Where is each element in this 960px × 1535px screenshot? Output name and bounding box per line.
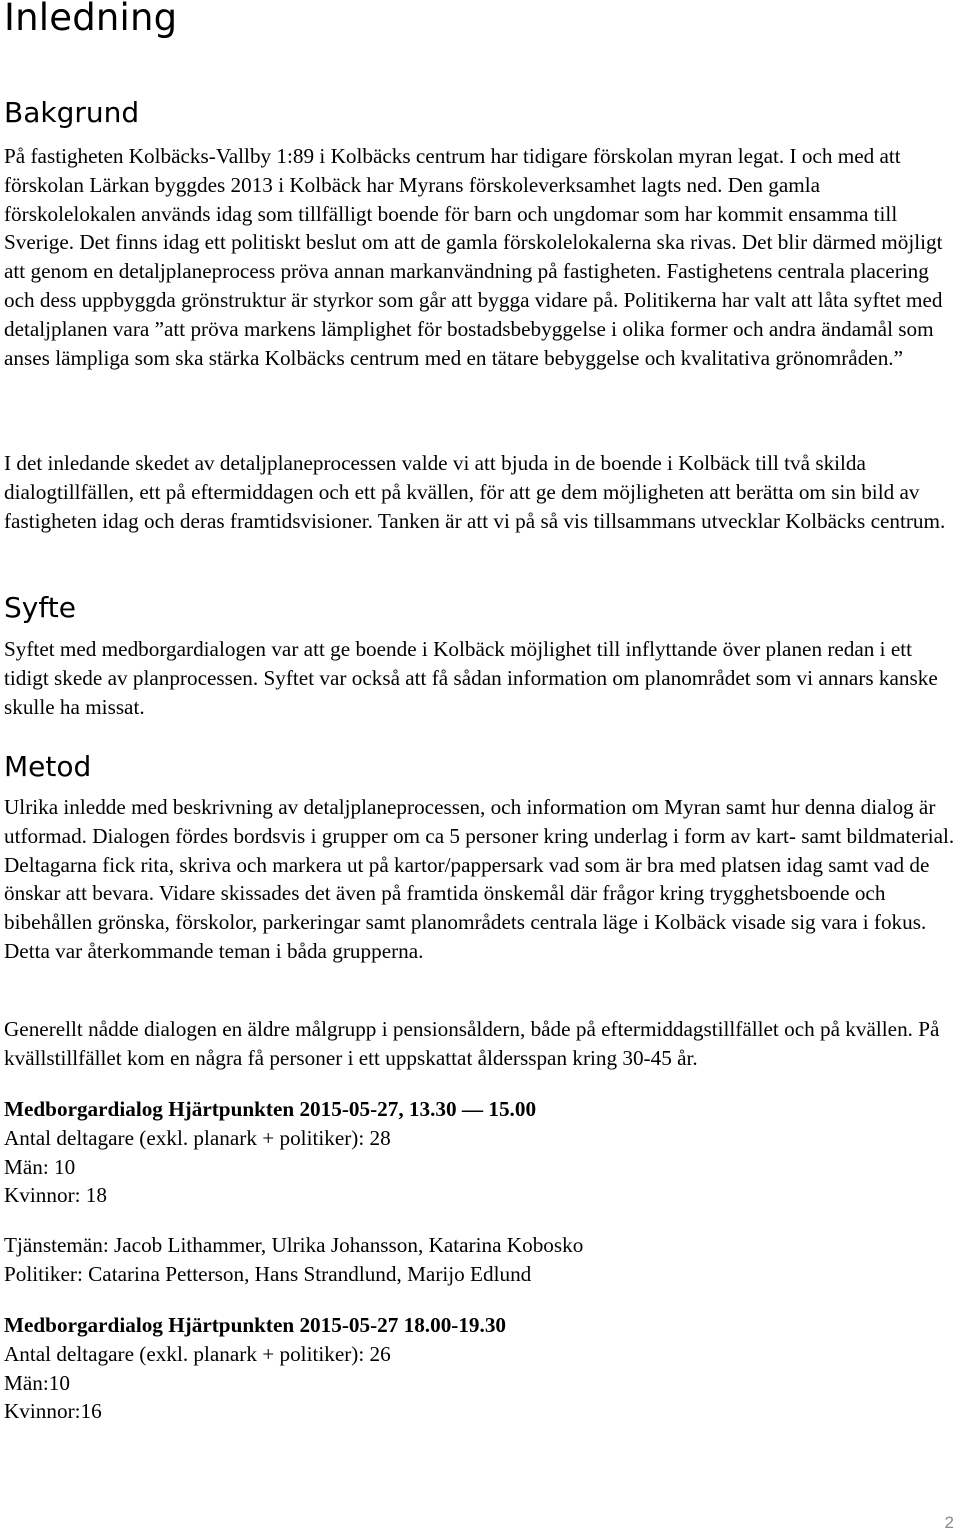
dialog-2-block xyxy=(4,1311,956,1426)
section-heading-bakgrund: Bakgrund xyxy=(4,96,140,129)
dialog-1-men: Män: 10 xyxy=(4,1154,76,1179)
dialog-1-title: Medborgardialog Hjärtpunkten 2015-05-27, 13.30 — 15.00 xyxy=(4,1097,537,1121)
dialog-1-politicians: Politiker: Catarina Petterson, Hans Strandlund, Marijo Edlund xyxy=(4,1261,532,1286)
dialog-1-women: Kvinnor: 18 xyxy=(4,1183,107,1208)
page-title: Inledning xyxy=(4,0,178,39)
dialog-1-block xyxy=(4,1095,956,1210)
section-heading-metod: Metod xyxy=(4,750,92,783)
page-number: 2 xyxy=(944,1513,954,1532)
dialog-2-title: Medborgardialog Hjärtpunkten 2015-05-27 18.00-19.30 xyxy=(4,1313,507,1337)
dialog-1-officials: Tjänstemän: Jacob Lithammer, Ulrika Johansson, Katarina Kobosko xyxy=(4,1233,584,1257)
dialog-2-women: Kvinnor:16 xyxy=(4,1399,102,1424)
dialog-1-participants: Antal deltagare (exkl. planark + politiker): 28 xyxy=(4,1125,391,1150)
bakgrund-paragraph-2: I det inledande skedet av detaljplaneprocessen valde vi att bjuda in de boende i Kolbäck till två skilda dialogtillfällen, ett på eftermiddagen och ett på kvällen, för att ge dem möjligheten att berätta om sin bild av fastigheten idag och deras framtidsvisioner. Tanken är att vi på så vis tillsammans utvecklar Kolbäcks centrum. xyxy=(4,451,946,533)
section-heading-syfte: Syfte xyxy=(4,591,76,624)
bakgrund-paragraph-1: På fastigheten Kolbäcks-Vallby 1:89 i Kolbäcks centrum har tidigare förskolan myran legat. I och med att förskolan Lärkan byggdes 2013 i Kolbäck har Myrans förskoleverksamhet lagts ned. Den gamla förskolelokalen används idag som tillfälligt boende för barn och ungdomar som har kommit ensamma till Sverige. Det finns idag ett politiskt beslut om att de gamla förskolelokalerna ska rivas. Det blir därmed möjligt att genom en detaljplaneprocess pröva annan markanvändning på fastigheten. Fastighetens centrala placering och dess uppbyggda grönstruktur är styrkor som går att bygga vidare på. Politikerna har valt att låta syftet med detaljplanen vara ”att pröva markens lämplighet för bostadsbebyggelse i olika former och andra ändamål som anses lämpliga som ska stärka Kolbäcks centrum med en tätare bebyggelse och kvalitativa grönområden.” xyxy=(4,144,943,370)
syfte-paragraph: Syftet med medborgardialogen var att ge boende i Kolbäck möjlighet till inflyttande över planen redan i ett tidigt skede av planprocessen. Syftet var också att få sådan information om planområdet som vi annars kanske skulle ha missat. xyxy=(4,637,938,719)
dialog-2-men: Män:10 xyxy=(4,1370,70,1395)
metod-paragraph-1: Ulrika inledde med beskrivning av detaljplaneprocessen, och information om Myran samt hur denna dialog är utformad. Dialogen fördes bordsvis i grupper om ca 5 personer kring underlag i form av kart- samt bildmaterial. Deltagarna fick rita, skriva och markera ut på kartor/pappersark vad som är bra med platsen idag samt vad de önskar att bevara. Vidare skissades det även på framtida önskemål där frågor kring trygghetsboende och bibehållen grönska, förskolor, parkeringar samt planområdets centrala läge i Kolbäck visade sig vara i fokus. Detta var återkommande teman i båda grupperna. xyxy=(4,795,955,963)
dialog-2-participants: Antal deltagare (exkl. planark + politiker): 26 xyxy=(4,1341,391,1366)
metod-paragraph-2: Generellt nådde dialogen en äldre målgrupp i pensionsåldern, både på eftermiddagstillfället och på kvällen. På kvällstillfället kom en några få personer i ett uppskattat åldersspan kring 30-45 år. xyxy=(4,1017,940,1070)
dialog-1-staff-block xyxy=(4,1231,956,1289)
